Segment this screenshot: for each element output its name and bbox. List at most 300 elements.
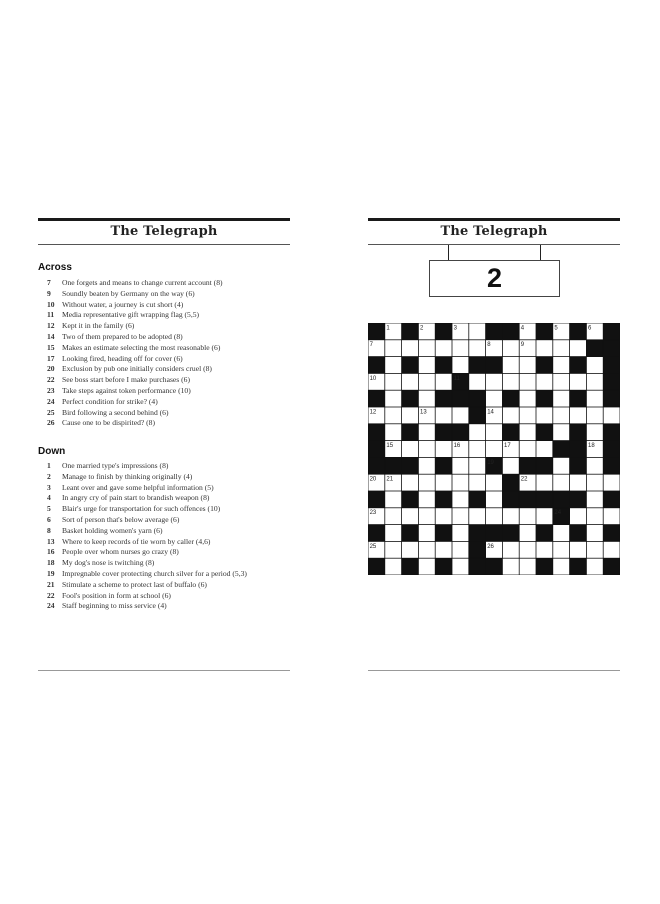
clue-text: Looking fired, heading off for cover (6) [62, 353, 183, 363]
clue-text: Kept it in the family (6) [62, 321, 135, 331]
down-clue-list [38, 461, 290, 612]
grid-cell[interactable] [469, 340, 485, 356]
grid-cell[interactable] [452, 458, 468, 474]
grid-cell[interactable] [536, 475, 552, 491]
grid-cell[interactable] [452, 542, 468, 558]
grid-cell[interactable] [587, 357, 603, 373]
across-clue [38, 375, 290, 386]
down-clue [38, 537, 290, 548]
grid-block [604, 491, 620, 507]
grid-block [368, 441, 384, 457]
grid-cell[interactable] [486, 391, 502, 407]
grid-cell[interactable] [553, 357, 569, 373]
clue-number: 2 [47, 471, 51, 481]
cell-number: 26 [487, 543, 494, 550]
down-clue [38, 558, 290, 569]
grid-cell[interactable] [604, 508, 620, 524]
across-clue [38, 354, 290, 365]
grid-cell[interactable] [520, 559, 536, 575]
clue-text: See boss start before I make purchases (6) [62, 375, 190, 385]
clue-text: In angry cry of pain start to brandish weapon (8) [62, 493, 210, 503]
grid-cell[interactable] [520, 407, 536, 423]
clue-number: 24 [47, 396, 55, 406]
number-frame-bracket [448, 245, 541, 261]
clue-text: Take steps against token performance (10) [62, 385, 191, 395]
clue-number: 12 [47, 321, 55, 331]
puzzle-number-box [429, 260, 560, 297]
clue-text: Perfect condition for strike? (4) [62, 396, 158, 406]
grid-block [536, 491, 552, 507]
grid-cell[interactable] [503, 374, 519, 390]
grid-block [368, 424, 384, 440]
grid-cell[interactable] [587, 559, 603, 575]
grid-cell[interactable] [419, 508, 435, 524]
grid-block [570, 357, 586, 373]
clue-number: 5 [47, 504, 51, 514]
down-clue [38, 493, 290, 504]
clue-number: 22 [47, 590, 55, 600]
clue-text: Manage to finish by thinking originally (4) [62, 471, 193, 481]
grid-cell[interactable] [587, 391, 603, 407]
clue-number: 9 [47, 288, 51, 298]
grid-cell[interactable] [402, 441, 418, 457]
grid-block [604, 559, 620, 575]
grid-cell[interactable] [385, 407, 401, 423]
grid-cell[interactable] [486, 491, 502, 507]
grid-cell[interactable] [503, 542, 519, 558]
grid-cell[interactable] [402, 508, 418, 524]
clue-number: 6 [47, 514, 51, 524]
grid-block [452, 424, 468, 440]
across-clue [38, 278, 290, 289]
cell-number: 13 [420, 409, 427, 416]
clue-text: Two of them prepared to be adopted (8) [62, 331, 183, 341]
footer-rule [368, 670, 620, 671]
clue-text: Cause one to be dispirited? (8) [62, 418, 155, 428]
clue-text: One married type's impressions (8) [62, 461, 169, 470]
grid-block [503, 323, 519, 339]
clue-number: 26 [47, 418, 55, 428]
cell-number: 20 [369, 476, 377, 483]
cell-number: 12 [369, 409, 377, 416]
grid-cell[interactable] [570, 475, 586, 491]
grid-cell[interactable] [604, 542, 620, 558]
clue-text: Sort of person that's below average (6) [62, 514, 180, 524]
grid-block [469, 559, 485, 575]
grid-cell[interactable] [402, 340, 418, 356]
grid-cell[interactable] [436, 542, 452, 558]
grid-block [536, 323, 552, 339]
header-rule [38, 218, 290, 221]
grid-cell[interactable] [385, 525, 401, 541]
grid-block [570, 458, 586, 474]
grid-block [570, 441, 586, 457]
grid-block [604, 525, 620, 541]
clue-text: Media representative gift wrapping flag (5,5) [62, 310, 200, 320]
down-clue [38, 515, 290, 526]
grid-cell[interactable] [469, 475, 485, 491]
grid-cell[interactable] [419, 525, 435, 541]
clue-text: Blair's urge for transportation for such offences (10) [62, 504, 221, 514]
grid-cell[interactable] [452, 407, 468, 423]
grid-cell[interactable] [436, 374, 452, 390]
grid-block [536, 357, 552, 373]
grid-cell[interactable] [570, 407, 586, 423]
grid-cell[interactable] [436, 340, 452, 356]
cell-number: 9 [520, 342, 525, 349]
grid-block [604, 323, 620, 339]
grid-cell[interactable] [419, 441, 435, 457]
grid-block [436, 525, 452, 541]
grid-block [570, 391, 586, 407]
grid-cell[interactable] [402, 407, 418, 423]
clue-number: 20 [47, 364, 55, 374]
clue-text: Staff beginning to miss service (4) [62, 601, 167, 611]
grid-cell[interactable] [385, 357, 401, 373]
clue-text: Bird following a second behind (6) [62, 407, 169, 417]
clue-number: 22 [47, 375, 55, 385]
grid-block [436, 424, 452, 440]
grid-cell[interactable] [553, 525, 569, 541]
grid-block [436, 458, 452, 474]
clue-text: Soundly beaten by Germany on the way (6) [62, 288, 195, 298]
cell-number: 25 [369, 543, 377, 550]
grid-block [368, 525, 384, 541]
clue-text: Exclusion by pub one initially considers cruel (8) [62, 364, 212, 374]
across-clue [38, 386, 290, 397]
grid-cell[interactable] [520, 542, 536, 558]
grid-cell[interactable] [553, 559, 569, 575]
grid-cell[interactable] [419, 357, 435, 373]
grid-block [436, 323, 452, 339]
grid-cell[interactable] [419, 424, 435, 440]
grid-cell[interactable] [520, 391, 536, 407]
down-clue [38, 483, 290, 494]
grid-block [570, 323, 586, 339]
crossword-grid[interactable] [368, 323, 620, 575]
clue-text: Leant over and gave some helpful information (5) [62, 482, 214, 492]
grid-cell[interactable] [486, 508, 502, 524]
cell-number: 4 [520, 325, 525, 332]
grid-block [486, 559, 502, 575]
across-clue [38, 300, 290, 311]
grid-cell[interactable] [553, 542, 569, 558]
grid-cell[interactable] [553, 475, 569, 491]
down-clue [38, 504, 290, 515]
grid-cell[interactable] [452, 475, 468, 491]
header-rule [368, 218, 620, 221]
grid-cell[interactable] [419, 391, 435, 407]
clue-number: 24 [47, 601, 55, 611]
grid-cell[interactable] [553, 407, 569, 423]
footer-rule [38, 670, 290, 671]
grid-block [604, 441, 620, 457]
grid-cell[interactable] [587, 374, 603, 390]
grid-block [368, 323, 384, 339]
grid-cell[interactable] [536, 542, 552, 558]
grid-cell[interactable] [520, 525, 536, 541]
clue-number: 13 [47, 536, 55, 546]
grid-cell[interactable] [520, 357, 536, 373]
grid-cell[interactable] [553, 340, 569, 356]
cell-number: 2 [420, 325, 424, 332]
clue-number: 18 [47, 558, 55, 568]
masthead-logo: The Telegraph [110, 224, 218, 239]
grid-cell[interactable] [486, 374, 502, 390]
down-clue [38, 591, 290, 602]
grid-block [402, 525, 418, 541]
grid-block [536, 424, 552, 440]
masthead-logo: The Telegraph [440, 224, 548, 239]
grid-block [536, 391, 552, 407]
clue-number: 14 [47, 331, 55, 341]
grid-block [402, 357, 418, 373]
grid-block [436, 357, 452, 373]
grid-block [402, 391, 418, 407]
grid-cell[interactable] [469, 374, 485, 390]
grid-cell[interactable] [520, 424, 536, 440]
clue-text: Where to keep records of tie worn by caller (4,6) [62, 536, 211, 546]
grid-block [570, 559, 586, 575]
grid-block [368, 357, 384, 373]
cell-number: 23 [369, 510, 377, 517]
grid-block [570, 491, 586, 507]
grid-block [587, 340, 603, 356]
header-underline [38, 244, 290, 245]
grid-cell[interactable] [536, 374, 552, 390]
grid-block [402, 491, 418, 507]
across-clue [38, 310, 290, 321]
grid-cell[interactable] [469, 441, 485, 457]
grid-cell[interactable] [536, 441, 552, 457]
grid-cell[interactable] [436, 508, 452, 524]
grid-block [486, 357, 502, 373]
grid-cell[interactable] [503, 559, 519, 575]
grid-cell[interactable] [536, 508, 552, 524]
grid-cell[interactable] [419, 374, 435, 390]
grid-block [503, 525, 519, 541]
grid-cell[interactable] [587, 407, 603, 423]
grid-cell[interactable] [419, 559, 435, 575]
clue-text: Basket holding women's yarn (6) [62, 525, 163, 535]
down-heading: Down [38, 446, 66, 457]
cell-number: 7 [369, 342, 373, 349]
grid-cell[interactable] [452, 340, 468, 356]
grid-cell[interactable] [469, 323, 485, 339]
grid-cell[interactable] [436, 441, 452, 457]
grid-cell[interactable] [402, 475, 418, 491]
grid-block [553, 441, 569, 457]
clue-number: 4 [47, 493, 51, 503]
across-clue [38, 332, 290, 343]
down-clue [38, 580, 290, 591]
grid-block [402, 424, 418, 440]
grid-block [604, 374, 620, 390]
grid-block [503, 475, 519, 491]
grid-cell[interactable] [520, 374, 536, 390]
grid-cell[interactable] [486, 475, 502, 491]
grid-block [368, 391, 384, 407]
grid-cell[interactable] [385, 542, 401, 558]
grid-cell[interactable] [385, 391, 401, 407]
grid-cell[interactable] [587, 458, 603, 474]
grid-cell[interactable] [553, 424, 569, 440]
down-clue [38, 601, 290, 612]
grid-cell[interactable] [419, 340, 435, 356]
grid-cell[interactable] [570, 542, 586, 558]
grid-cell[interactable] [419, 491, 435, 507]
grid-cell[interactable] [452, 525, 468, 541]
down-clue [38, 526, 290, 537]
grid-block [402, 323, 418, 339]
clue-text: One forgets and means to change current account (8) [62, 278, 223, 287]
clue-number: 17 [47, 353, 55, 363]
cell-number: 11 [453, 375, 460, 382]
down-clue [38, 547, 290, 558]
clue-number: 3 [47, 482, 51, 492]
grid-cell[interactable] [503, 458, 519, 474]
grid-cell[interactable] [503, 508, 519, 524]
grid-cell[interactable] [553, 391, 569, 407]
grid-cell[interactable] [419, 475, 435, 491]
grid-block [469, 542, 485, 558]
grid-cell[interactable] [402, 374, 418, 390]
clue-number: 8 [47, 525, 51, 535]
cell-number: 15 [386, 443, 394, 449]
grid-cell[interactable] [486, 424, 502, 440]
grid-block [503, 491, 519, 507]
grid-block [503, 424, 519, 440]
grid-block [604, 424, 620, 440]
grid-cell[interactable] [452, 508, 468, 524]
grid-cell[interactable] [503, 340, 519, 356]
grid-cell[interactable] [452, 491, 468, 507]
cell-number: 21 [386, 476, 394, 483]
grid-cell[interactable] [469, 508, 485, 524]
grid-block [368, 559, 384, 575]
clue-text: My dog's nose is twitching (8) [62, 558, 155, 568]
grid-block [536, 559, 552, 575]
grid-cell[interactable] [419, 542, 435, 558]
cell-number: 16 [453, 443, 461, 449]
grid-block [486, 525, 502, 541]
grid-cell[interactable] [587, 424, 603, 440]
across-clue [38, 364, 290, 375]
cell-number: 19 [487, 459, 494, 466]
cell-number: 10 [369, 375, 377, 382]
clue-number: 1 [47, 461, 51, 470]
grid-cell[interactable] [587, 491, 603, 507]
cell-number: 1 [386, 325, 390, 332]
grid-cell[interactable] [604, 407, 620, 423]
grid-cell[interactable] [436, 407, 452, 423]
grid-cell[interactable] [419, 458, 435, 474]
grid-cell[interactable] [553, 458, 569, 474]
grid-cell[interactable] [385, 508, 401, 524]
cell-number: 24 [554, 510, 562, 517]
grid-cell[interactable] [570, 508, 586, 524]
clue-number: 10 [47, 299, 55, 309]
across-clue [38, 321, 290, 332]
grid-cell[interactable] [503, 357, 519, 373]
across-clue-list [38, 278, 290, 429]
grid-cell[interactable] [385, 424, 401, 440]
grid-block [536, 458, 552, 474]
grid-block [520, 491, 536, 507]
grid-block [385, 458, 401, 474]
grid-block [436, 559, 452, 575]
clue-text: Makes an estimate selecting the most reasonable (6) [62, 342, 221, 352]
grid-cell[interactable] [587, 542, 603, 558]
clue-text: Stimulate a scheme to protect last of buffalo (6) [62, 579, 207, 589]
grid-cell[interactable] [536, 407, 552, 423]
grid-cell[interactable] [436, 475, 452, 491]
grid-cell[interactable] [385, 491, 401, 507]
grid-block [604, 391, 620, 407]
grid-cell[interactable] [536, 340, 552, 356]
grid-cell[interactable] [452, 559, 468, 575]
grid-cell[interactable] [553, 374, 569, 390]
cell-number: 17 [504, 443, 511, 449]
grid-cell[interactable] [520, 508, 536, 524]
grid-cell[interactable] [587, 508, 603, 524]
across-clue [38, 418, 290, 429]
grid-cell[interactable] [570, 340, 586, 356]
clue-number: 23 [47, 385, 55, 395]
grid-block [604, 458, 620, 474]
grid-block [469, 391, 485, 407]
cell-number: 5 [554, 325, 558, 332]
grid-block [536, 525, 552, 541]
grid-cell[interactable] [469, 424, 485, 440]
grid-cell[interactable] [503, 407, 519, 423]
clue-number: 15 [47, 342, 55, 352]
grid-cell[interactable] [402, 542, 418, 558]
clue-number: 25 [47, 407, 55, 417]
clue-text: Fool's position in form at school (6) [62, 590, 171, 600]
grid-block [604, 357, 620, 373]
cell-number: 3 [453, 325, 457, 332]
grid-cell[interactable] [587, 475, 603, 491]
across-clue [38, 343, 290, 354]
grid-cell[interactable] [452, 357, 468, 373]
grid-cell[interactable] [469, 458, 485, 474]
grid-cell[interactable] [604, 475, 620, 491]
clue-number: 16 [47, 547, 55, 557]
down-clue [38, 472, 290, 483]
grid-block [436, 391, 452, 407]
grid-cell[interactable] [587, 525, 603, 541]
grid-cell[interactable] [520, 441, 536, 457]
grid-block [570, 525, 586, 541]
grid-cell[interactable] [385, 559, 401, 575]
cell-number: 8 [487, 342, 491, 349]
grid-cell[interactable] [570, 374, 586, 390]
clue-text: Without water, a journey is cut short (4) [62, 299, 184, 309]
across-clue [38, 408, 290, 419]
grid-block [402, 458, 418, 474]
clue-number: 7 [47, 278, 51, 287]
grid-block [402, 559, 418, 575]
grid-cell[interactable] [486, 441, 502, 457]
grid-cell[interactable] [385, 340, 401, 356]
clue-number: 19 [47, 568, 55, 578]
grid-cell[interactable] [385, 374, 401, 390]
across-clue [38, 397, 290, 408]
grid-block [503, 391, 519, 407]
clue-text: People over whom nurses go crazy (8) [62, 547, 179, 557]
grid-block [469, 491, 485, 507]
